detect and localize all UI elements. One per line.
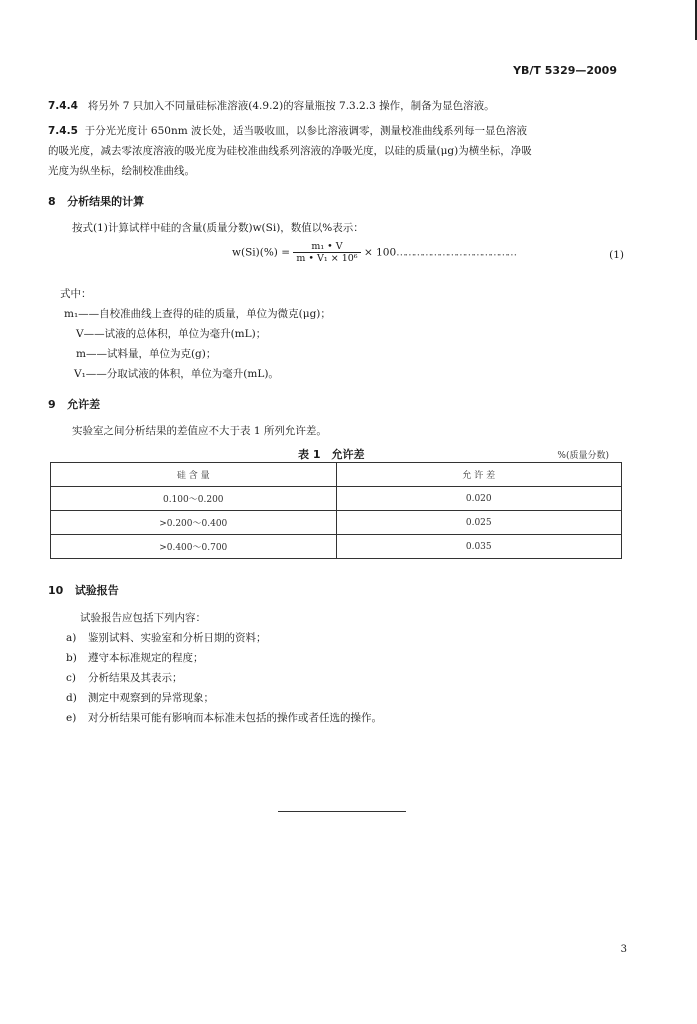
formula-lhs: w(Si)(%) = bbox=[232, 246, 291, 259]
clause-7-4-4 bbox=[48, 96, 648, 116]
table-row bbox=[51, 511, 622, 535]
variable-definition: V——试液的总体积，单位为毫升(mL)； bbox=[76, 328, 267, 340]
table-row bbox=[51, 487, 622, 511]
list-item: d) 测定中观察到的异常现象； bbox=[66, 692, 214, 704]
table-row bbox=[51, 535, 622, 559]
section-9-heading bbox=[48, 396, 100, 412]
table-caption: 表 1 允许差 bbox=[298, 448, 365, 461]
variable-definition: m₁——自校准曲线上查得的硅的质量，单位为微克(μg)； bbox=[64, 308, 331, 320]
formula-denominator: m • V₁ × 10⁶ bbox=[296, 253, 358, 264]
list-item: a) 鉴别试料、实验室和分析日期的资料； bbox=[66, 632, 267, 644]
variable-definition: m——试料量，单位为克(g)； bbox=[76, 348, 217, 360]
section-title: 允许差 bbox=[67, 398, 101, 411]
table-cell: 0.025 bbox=[336, 511, 622, 535]
list-item: c) 分析结果及其表示； bbox=[66, 672, 183, 684]
table-cell: 0.100～0.200 bbox=[51, 487, 337, 511]
table-cell: >0.200～0.400 bbox=[51, 511, 337, 535]
table-header-cell: 硅 含 量 bbox=[51, 463, 337, 487]
section-title: 分析结果的计算 bbox=[67, 195, 145, 208]
clause-number: 7.4.5 bbox=[48, 125, 78, 137]
section-8-intro: 按式(1)计算试样中硅的含量(质量分数)w(Si)，数值以%表示： bbox=[72, 222, 364, 234]
list-item: e) 对分析结果可能有影响而本标准未包括的操作或者任选的操作。 bbox=[66, 712, 382, 724]
section-10-intro: 试验报告应包括下列内容： bbox=[80, 612, 206, 624]
table-unit: %(质量分数) bbox=[557, 451, 609, 461]
clause-text-line: 光度为纵坐标，绘制校准曲线。 bbox=[48, 165, 195, 177]
where-label: 式中： bbox=[60, 288, 92, 300]
table-header-row bbox=[51, 463, 622, 487]
end-rule bbox=[278, 811, 406, 812]
clause-7-4-5 bbox=[48, 121, 658, 181]
section-title: 试验报告 bbox=[74, 584, 119, 597]
list-item: b) 遵守本标准规定的程度； bbox=[66, 652, 204, 664]
equation-number: (1) bbox=[609, 249, 624, 261]
clause-text-line: 的吸光度，减去零浓度溶液的吸光度为硅校准曲线系列溶液的净吸光度，以硅的质量(μg)为横坐标，净吸 bbox=[48, 145, 532, 157]
variable-definition: V₁——分取试液的体积，单位为毫升(mL)。 bbox=[74, 368, 279, 380]
clause-number: 7.4.4 bbox=[48, 100, 78, 112]
formula-numerator: m₁ • V bbox=[293, 241, 360, 253]
formula-rhs: × 100 bbox=[363, 246, 397, 259]
clause-text-line: 于分光光度计 650nm 波长处，适当吸收皿，以参比溶液调零，测量校准曲线系列每一显色溶液 bbox=[84, 125, 528, 137]
section-10-heading bbox=[48, 582, 119, 598]
standard-number: YB/T 5329—2009 bbox=[513, 64, 617, 77]
table-cell: 0.035 bbox=[336, 535, 622, 559]
table-header-cell: 允 许 差 bbox=[336, 463, 622, 487]
formula-fraction bbox=[293, 241, 360, 264]
table-cell: >0.400～0.700 bbox=[51, 535, 337, 559]
clause-text: 将另外 7 只加入不同量硅标准溶液(4.9.2)的容量瓶按 7.3.2.3 操作，制备为显色溶液。 bbox=[87, 100, 495, 112]
variable-list bbox=[64, 304, 331, 384]
section-8-heading bbox=[48, 193, 144, 209]
formula-leader: …………………………………… bbox=[396, 246, 516, 259]
report-items-list bbox=[66, 628, 382, 728]
tolerance-table bbox=[50, 462, 622, 559]
section-number: 10 bbox=[48, 584, 64, 597]
table-cell: 0.020 bbox=[336, 487, 622, 511]
section-number: 9 bbox=[48, 398, 56, 411]
section-number: 8 bbox=[48, 195, 56, 208]
page-number: 3 bbox=[620, 944, 627, 955]
formula-1 bbox=[232, 241, 624, 264]
section-9-text: 实验室之间分析结果的差值应不大于表 1 所列允许差。 bbox=[72, 425, 327, 437]
